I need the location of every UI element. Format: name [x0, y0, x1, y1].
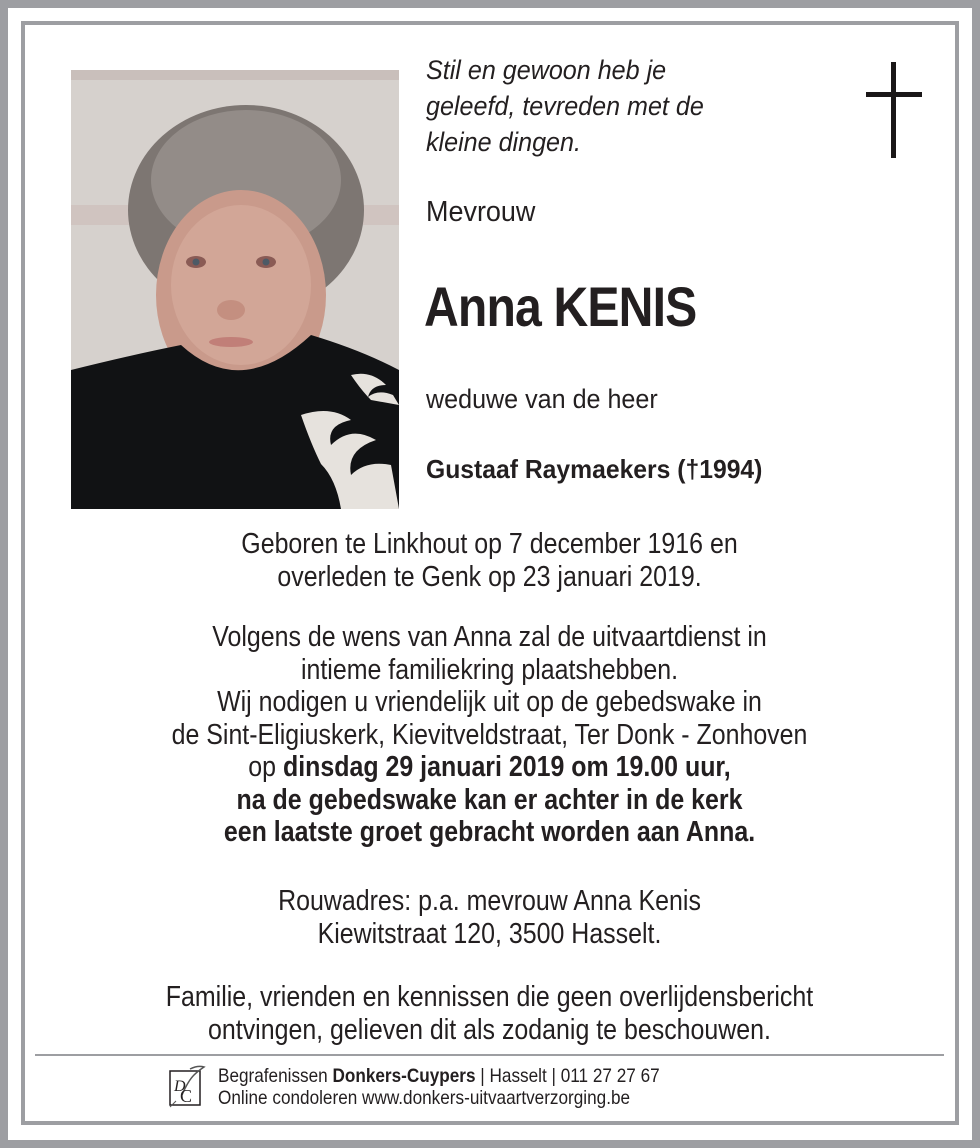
text-line: Kiewitstraat 120, 3500 Hasselt. [317, 917, 662, 950]
date-prefix: op [248, 751, 283, 783]
deceased-name: Anna KENIS [424, 275, 697, 338]
online-label: Online condoleren [218, 1087, 363, 1109]
notice-text [35, 981, 944, 1046]
cross-vertical-bar [891, 62, 896, 158]
poem-line: kleine dingen. [426, 127, 581, 157]
footer-prefix: Begrafenissen [218, 1065, 333, 1087]
text-line: intieme familiekring plaatshebben. [300, 653, 679, 686]
poem-line: Stil en gewoon heb je [426, 55, 667, 85]
text-line: Rouwadres: p.a. mevrouw Anna Kenis [278, 885, 701, 917]
birth-death-text [35, 528, 944, 593]
location-phone: | Hasselt | 011 27 27 67 [475, 1065, 660, 1087]
footer-text [218, 1065, 720, 1109]
footer-divider [35, 1054, 944, 1056]
text-line: Geboren te Linkhout op 7 december 1916 en [241, 528, 738, 560]
company-name: Donkers-Cuypers [332, 1065, 476, 1087]
cross-horizontal-bar [866, 92, 922, 97]
cross-icon [866, 62, 922, 158]
text-line: de Sint-Eligiuskerk, Kievitveldstraat, Ter Donk - Zonhoven [171, 718, 808, 751]
ceremony-date-line [99, 751, 881, 784]
bold-text: een laatste groet gebracht worden aan Anna. [223, 816, 756, 848]
ceremony-date: dinsdag 29 januari 2019 om 19.00 uur, [282, 751, 731, 783]
svg-text:D: D [174, 1078, 186, 1095]
spouse-name: Gustaaf Raymaekers (†1994) [426, 454, 763, 484]
bold-text: na de gebedswake kan er achter in de kerk [236, 783, 743, 816]
footer [168, 1062, 720, 1112]
footer-online-line [218, 1087, 660, 1109]
text-line: Familie, vrienden en kennissen die geen overlijdensbericht [165, 981, 814, 1013]
website-link[interactable]: www.donkers-uitvaartverzorging.be [362, 1087, 631, 1109]
text-line-bold [99, 784, 881, 817]
poem [426, 52, 846, 160]
poem-line: geleefd, tevreden met de [426, 91, 704, 121]
funeral-home-logo-icon [168, 1065, 206, 1109]
svg-text:C: C [180, 1086, 193, 1106]
footer-company-line [218, 1065, 660, 1087]
portrait-photo [71, 70, 399, 509]
text-line: Volgens de wens van Anna zal de uitvaartdienst in [212, 621, 767, 653]
mourning-address [35, 885, 944, 950]
text-line: overleden te Genk op 23 januari 2019. [277, 560, 702, 593]
text-line: Wij nodigen u vriendelijk uit op de gebedswake in [217, 686, 762, 718]
ceremony-text [35, 621, 944, 849]
text-line-bold [99, 816, 881, 849]
text-line: ontvingen, gelieven dit als zodanig te beschouwen. [208, 1013, 771, 1046]
honorific: Mevrouw [426, 196, 536, 228]
relation-text: weduwe van de heer [426, 384, 658, 414]
